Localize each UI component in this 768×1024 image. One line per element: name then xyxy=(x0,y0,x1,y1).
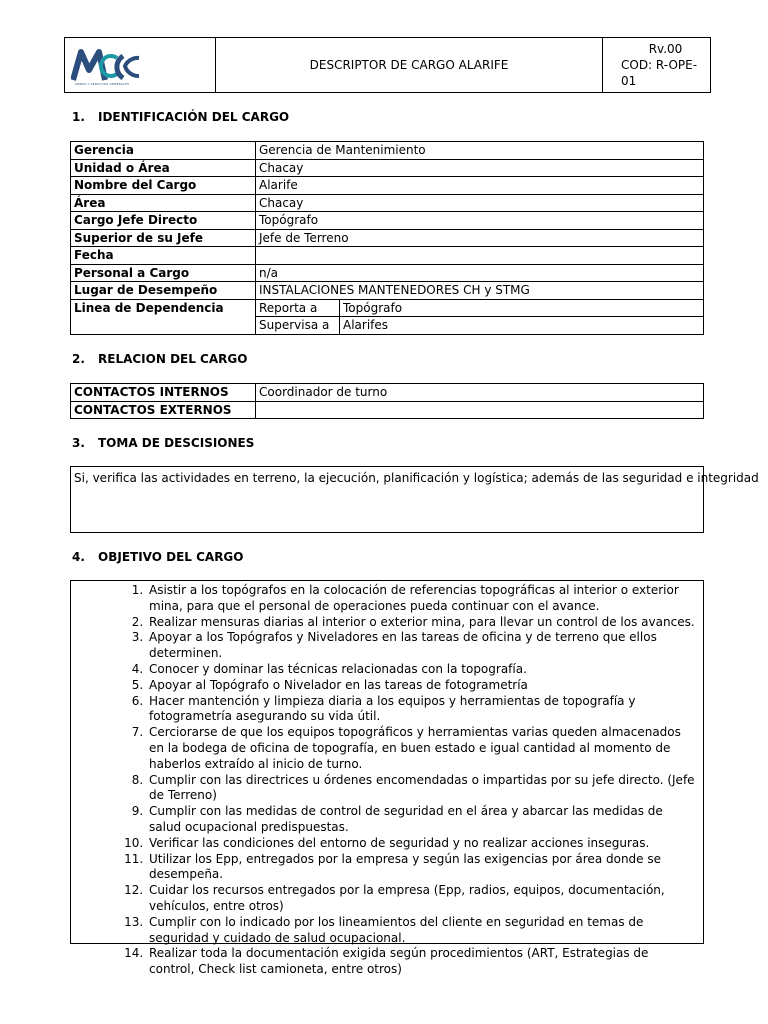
row-value xyxy=(256,247,704,265)
row-label: Superior de su Jefe xyxy=(71,229,256,247)
row-label: Fecha xyxy=(71,247,256,265)
row-value: Alarife xyxy=(256,177,704,195)
document-code: COD: R-OPE-01 xyxy=(621,58,698,88)
decisions-text: Si, verifica las actividades en terreno, la ejecución, planificación y logística; además de las seguridad e integridad xyxy=(74,471,759,485)
section-identification-title: 1. IDENTIFICACIÓN DEL CARGO xyxy=(72,110,290,124)
dependency-label: Linea de Dependencia xyxy=(71,299,256,334)
reports-row xyxy=(256,300,703,317)
list-item: 4. Conocer y dominar las técnicas relacionadas con la topografía. xyxy=(147,662,695,678)
dependency-subtable xyxy=(256,300,703,334)
row-value: Chacay xyxy=(256,159,704,177)
row-value: INSTALACIONES MANTENEDORES CH y STMG xyxy=(256,282,704,300)
logo-tagline: OBRAS Y SERVICIOS GENERALES xyxy=(75,82,130,86)
list-item: 14. Realizar toda la documentación exigida según procedimientos (ART, Estrategias de control, Check list camioneta, entre otros) xyxy=(147,946,695,978)
company-logo xyxy=(71,48,143,82)
list-item: 12. Cuidar los recursos entregados por la empresa (Epp, radios, equipos, documentación, vehículos, entre otros) xyxy=(147,883,695,915)
logo-cell xyxy=(65,38,216,92)
list-item: 5. Apoyar al Topógrafo o Nivelador en las tareas de fotogrametría xyxy=(147,678,695,694)
revision-cell xyxy=(603,38,710,92)
list-item: 8. Cumplir con las directrices u órdenes encomendadas o impartidas por su jefe directo. (Jefe de Terreno) xyxy=(147,773,695,805)
table-row xyxy=(71,229,704,247)
table-row xyxy=(71,212,704,230)
internal-contacts-label: CONTACTOS INTERNOS xyxy=(71,384,256,402)
document-title: DESCRIPTOR DE CARGO ALARIFE xyxy=(216,38,603,92)
identification-table xyxy=(70,141,704,335)
row-label: Área xyxy=(71,194,256,212)
list-item: 10. Verificar las condiciones del entorno de seguridad y no realizar acciones inseguras. xyxy=(147,836,695,852)
list-item: 6. Hacer mantención y limpieza diaria a los equipos y herramientas de topografía y fotogrametría asegurando su vida útil. xyxy=(147,694,695,726)
table-row xyxy=(71,384,704,402)
row-label: Lugar de Desempeño xyxy=(71,282,256,300)
row-value: n/a xyxy=(256,264,704,282)
table-row xyxy=(71,159,704,177)
section-objective-title: 4. OBJETIVO DEL CARGO xyxy=(72,550,244,564)
list-item: 1. Asistir a los topógrafos en la colocación de referencias topográficas al interior o exterior mina, para que el personal de operaciones pueda continuar con el avance. xyxy=(147,583,695,615)
list-item: 13. Cumplir con lo indicado por los lineamientos del cliente en seguridad en temas de seguridad y cuidado de salud ocupacional. xyxy=(147,915,695,947)
relation-table xyxy=(70,383,704,419)
list-item: 11. Utilizar los Epp, entregados por la empresa y según las exigencias por área donde se desempeña. xyxy=(147,852,695,884)
row-label: Personal a Cargo xyxy=(71,264,256,282)
row-label: Gerencia xyxy=(71,142,256,160)
section-decisions-title: 3. TOMA DE DESCISIONES xyxy=(72,436,255,450)
list-item: 9. Cumplir con las medidas de control de seguridad en el área y abarcar las medidas de salud ocupacional predispuestas. xyxy=(147,804,695,836)
table-row xyxy=(71,177,704,195)
objectives-list xyxy=(71,581,703,978)
document-header xyxy=(64,37,711,93)
reports-value: Topógrafo xyxy=(343,300,403,315)
row-value: Topógrafo xyxy=(256,212,704,230)
table-row xyxy=(71,401,704,419)
list-item: 7. Cerciorarse de que los equipos topográficos y herramientas varias queden almacenados en la bodega de oficina de topografía, en buen estado e igual cantidad al momento de haberlos extraído al inicio de turno. xyxy=(147,725,695,772)
table-row xyxy=(71,142,704,160)
reports-label: Reporta a xyxy=(256,300,340,317)
row-value: Chacay xyxy=(256,194,704,212)
supervises-value: Alarifes xyxy=(343,318,389,333)
row-label: Unidad o Área xyxy=(71,159,256,177)
list-item: 3. Apoyar a los Topógrafos y Niveladores en las tareas de oficina y de terreno que ellos determinen. xyxy=(147,630,695,662)
internal-contacts-value: Coordinador de turno xyxy=(256,384,704,402)
table-row xyxy=(71,282,704,300)
external-contacts-label: CONTACTOS EXTERNOS xyxy=(71,401,256,419)
decisions-box xyxy=(70,466,759,533)
table-row xyxy=(71,264,704,282)
row-label: Nombre del Cargo xyxy=(71,177,256,195)
dependency-value xyxy=(256,299,704,334)
list-item: 2. Realizar mensuras diarias al interior o exterior mina, para llevar un control de los avances. xyxy=(147,615,695,631)
revision-number: Rv.00 xyxy=(648,42,683,56)
supervises-label: Supervisa a xyxy=(256,317,340,334)
supervises-row xyxy=(256,317,703,334)
table-row-dependency xyxy=(71,299,704,334)
external-contacts-value xyxy=(256,401,704,419)
objectives-box xyxy=(70,580,704,977)
table-row xyxy=(71,194,704,212)
row-value: Jefe de Terreno xyxy=(256,229,704,247)
row-label: Cargo Jefe Directo xyxy=(71,212,256,230)
section-relation-title: 2. RELACION DEL CARGO xyxy=(72,352,248,366)
row-value: Gerencia de Mantenimiento xyxy=(256,142,704,160)
table-row xyxy=(71,247,704,265)
